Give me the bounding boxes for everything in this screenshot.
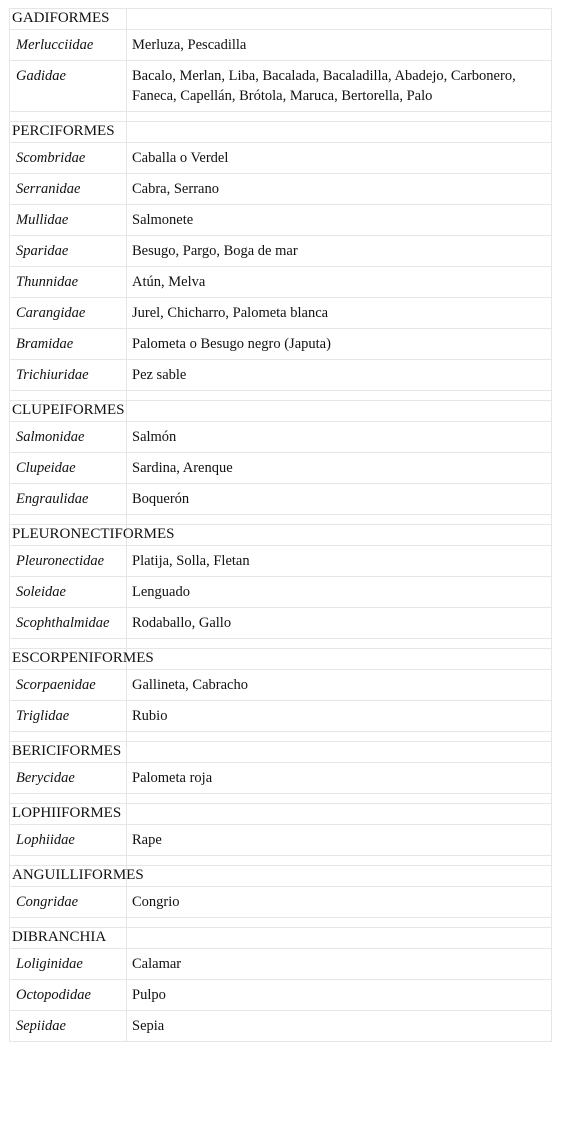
family-name: Merlucciidae: [10, 30, 127, 61]
family-name: Clupeidae: [10, 453, 127, 484]
common-names: Salmón: [127, 422, 552, 453]
common-names: Bacalo, Merlan, Liba, Bacalada, Bacaladilla, Abadejo, Carbonero, Faneca, Capellán, Brótola, Maruca, Bertorella, Palo: [127, 61, 552, 112]
order-name: PLEURONECTIFORMES: [10, 525, 127, 546]
order-name: LOPHIIFORMES: [10, 804, 127, 825]
spacer-cell: [127, 918, 552, 928]
family-name: Trichiuridae: [10, 360, 127, 391]
family-row: [10, 267, 552, 298]
spacer-cell: [10, 918, 127, 928]
family-row: [10, 484, 552, 515]
common-names: Caballa o Verdel: [127, 143, 552, 174]
common-names: Pulpo: [127, 980, 552, 1011]
order-empty-cell: [127, 401, 552, 422]
family-row: [10, 205, 552, 236]
family-name: Scophthalmidae: [10, 608, 127, 639]
family-name: Lophiidae: [10, 825, 127, 856]
spacer-cell: [10, 112, 127, 122]
order-row: [10, 742, 552, 763]
common-names: Rubio: [127, 701, 552, 732]
family-name: Serranidae: [10, 174, 127, 205]
spacer-row: [10, 112, 552, 122]
family-name: Bramidae: [10, 329, 127, 360]
order-empty-cell: [127, 649, 552, 670]
order-name: CLUPEIFORMES: [10, 401, 127, 422]
common-names: Lenguado: [127, 577, 552, 608]
common-names: Boquerón: [127, 484, 552, 515]
family-row: [10, 980, 552, 1011]
family-name: Sepiidae: [10, 1011, 127, 1042]
order-row: [10, 866, 552, 887]
order-name: ANGUILLIFORMES: [10, 866, 127, 887]
table-body: [10, 9, 552, 1042]
family-row: [10, 577, 552, 608]
common-names: Palometa o Besugo negro (Japuta): [127, 329, 552, 360]
order-row: [10, 9, 552, 30]
spacer-row: [10, 856, 552, 866]
order-row: [10, 928, 552, 949]
order-name: BERICIFORMES: [10, 742, 127, 763]
family-row: [10, 143, 552, 174]
spacer-cell: [127, 732, 552, 742]
family-name: Loliginidae: [10, 949, 127, 980]
family-name: Congridae: [10, 887, 127, 918]
family-row: [10, 949, 552, 980]
family-row: [10, 422, 552, 453]
family-name: Engraulidae: [10, 484, 127, 515]
spacer-cell: [127, 794, 552, 804]
common-names: Jurel, Chicharro, Palometa blanca: [127, 298, 552, 329]
family-name: Mullidae: [10, 205, 127, 236]
spacer-cell: [127, 639, 552, 649]
family-name: Soleidae: [10, 577, 127, 608]
common-names: Palometa roja: [127, 763, 552, 794]
family-row: [10, 298, 552, 329]
order-name: GADIFORMES: [10, 9, 127, 30]
family-name: Thunnidae: [10, 267, 127, 298]
common-names: Calamar: [127, 949, 552, 980]
family-row: [10, 360, 552, 391]
spacer-cell: [127, 112, 552, 122]
family-row: [10, 887, 552, 918]
order-empty-cell: [127, 742, 552, 763]
spacer-cell: [10, 639, 127, 649]
family-name: Gadidae: [10, 61, 127, 112]
family-row: [10, 236, 552, 267]
family-row: [10, 608, 552, 639]
family-name: Sparidae: [10, 236, 127, 267]
spacer-cell: [10, 856, 127, 866]
order-name: DIBRANCHIA: [10, 928, 127, 949]
spacer-row: [10, 391, 552, 401]
family-name: Scorpaenidae: [10, 670, 127, 701]
common-names: Pez sable: [127, 360, 552, 391]
order-empty-cell: [127, 804, 552, 825]
spacer-cell: [127, 515, 552, 525]
order-row: [10, 525, 552, 546]
order-row: [10, 122, 552, 143]
family-row: [10, 701, 552, 732]
family-row: [10, 30, 552, 61]
family-name: Scombridae: [10, 143, 127, 174]
order-empty-cell: [127, 928, 552, 949]
common-names: Atún, Melva: [127, 267, 552, 298]
common-names: Platija, Solla, Fletan: [127, 546, 552, 577]
family-row: [10, 453, 552, 484]
common-names: Besugo, Pargo, Boga de mar: [127, 236, 552, 267]
spacer-row: [10, 639, 552, 649]
spacer-cell: [10, 515, 127, 525]
order-empty-cell: [127, 866, 552, 887]
family-row: [10, 329, 552, 360]
order-row: [10, 804, 552, 825]
common-names: Rape: [127, 825, 552, 856]
common-names: Sepia: [127, 1011, 552, 1042]
common-names: Rodaballo, Gallo: [127, 608, 552, 639]
common-names: Gallineta, Cabracho: [127, 670, 552, 701]
spacer-row: [10, 515, 552, 525]
spacer-row: [10, 732, 552, 742]
spacer-cell: [10, 732, 127, 742]
family-row: [10, 670, 552, 701]
common-names: Congrio: [127, 887, 552, 918]
spacer-row: [10, 794, 552, 804]
common-names: Cabra, Serrano: [127, 174, 552, 205]
order-name: ESCORPENIFORMES: [10, 649, 127, 670]
fish-classification-table: [9, 8, 552, 1042]
order-row: [10, 401, 552, 422]
family-name: Salmonidae: [10, 422, 127, 453]
spacer-cell: [10, 794, 127, 804]
spacer-cell: [127, 856, 552, 866]
family-name: Triglidae: [10, 701, 127, 732]
family-name: Octopodidae: [10, 980, 127, 1011]
order-empty-cell: [127, 525, 552, 546]
family-row: [10, 763, 552, 794]
order-empty-cell: [127, 9, 552, 30]
common-names: Salmonete: [127, 205, 552, 236]
family-row: [10, 546, 552, 577]
common-names: Sardina, Arenque: [127, 453, 552, 484]
order-row: [10, 649, 552, 670]
family-row: [10, 1011, 552, 1042]
common-names: Merluza, Pescadilla: [127, 30, 552, 61]
family-name: Berycidae: [10, 763, 127, 794]
spacer-row: [10, 918, 552, 928]
family-row: [10, 61, 552, 112]
family-row: [10, 174, 552, 205]
family-row: [10, 825, 552, 856]
spacer-cell: [10, 391, 127, 401]
family-name: Pleuronectidae: [10, 546, 127, 577]
family-name: Carangidae: [10, 298, 127, 329]
spacer-cell: [127, 391, 552, 401]
order-empty-cell: [127, 122, 552, 143]
order-name: PERCIFORMES: [10, 122, 127, 143]
